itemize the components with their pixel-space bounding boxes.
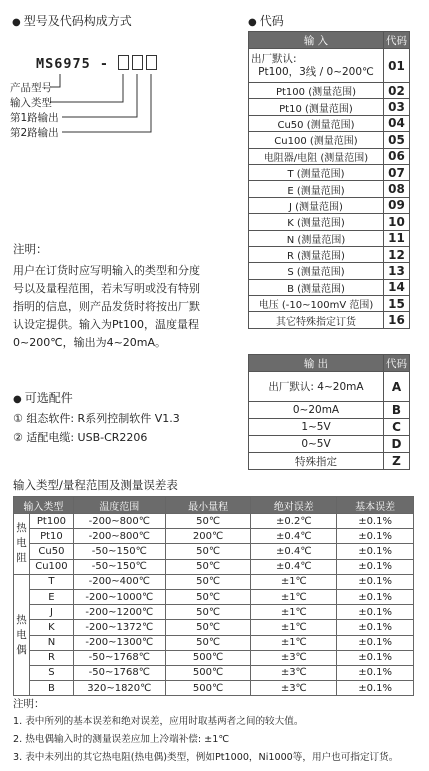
input-code-value: 03 xyxy=(384,99,410,115)
range-abs-error: ±3℃ xyxy=(251,665,337,680)
note-line: 认设定提供。输入为Pt100，温度量程 xyxy=(13,318,199,331)
range-type: Pt10 xyxy=(29,529,73,544)
accessories-title: ● 可选配件 xyxy=(13,391,73,405)
model-code-diagram xyxy=(10,52,210,144)
input-code-row xyxy=(249,246,410,262)
input-default-line2: Pt100，3线 / 0~200℃ xyxy=(258,65,374,78)
range-group-char: 电 xyxy=(16,628,27,641)
range-min-span: 50℃ xyxy=(165,605,251,620)
range-min-span: 50℃ xyxy=(165,589,251,604)
range-type: T xyxy=(29,574,73,589)
range-group-label xyxy=(14,574,30,696)
range-abs-error: ±0.4℃ xyxy=(251,544,337,559)
input-default-cell xyxy=(249,49,384,83)
output-code-row xyxy=(249,453,410,470)
range-basic-error: ±0.1% xyxy=(337,681,414,696)
input-code-row xyxy=(249,296,410,312)
range-table-row xyxy=(14,681,414,696)
output-code-label: 1~5V xyxy=(249,419,384,436)
input-code-row xyxy=(249,230,410,246)
range-abs-error: ±0.4℃ xyxy=(251,529,337,544)
note-line: 号以及量程范围，若未写明或没有特别 xyxy=(13,282,200,295)
range-min-span: 50℃ xyxy=(165,574,251,589)
range-basic-error: ±0.1% xyxy=(337,529,414,544)
range-header-min: 最小量程 xyxy=(165,497,251,514)
input-code-label: Pt10 (测量范围) xyxy=(249,99,384,115)
range-abs-error: ±1℃ xyxy=(251,574,337,589)
range-header-range: 温度范围 xyxy=(73,497,165,514)
range-temp: 320~1820℃ xyxy=(73,681,165,696)
accessory-software: ① 组态软件: R系列控制软件 V1.3 xyxy=(13,412,180,425)
range-group-char: 偶 xyxy=(16,643,27,656)
input-code-value: 06 xyxy=(384,148,410,164)
range-type: Pt100 xyxy=(29,514,73,529)
bullet-icon: ● xyxy=(13,394,22,405)
output-code-row xyxy=(249,436,410,453)
model-code-prefix: MS6975 - xyxy=(36,56,110,72)
model-section-title: ● 型号及代码构成方式 xyxy=(12,14,132,28)
range-header-basic-error: 基本误差 xyxy=(337,497,414,514)
range-type: Cu100 xyxy=(29,559,73,574)
input-code-value: 02 xyxy=(384,83,410,99)
note-body xyxy=(13,262,233,352)
range-abs-error: ±1℃ xyxy=(251,605,337,620)
input-code-label: K (测量范围) xyxy=(249,214,384,230)
range-type: Cu50 xyxy=(29,544,73,559)
output-code-label: 特殊指定 xyxy=(249,453,384,470)
range-type: J xyxy=(29,605,73,620)
input-default-code: 01 xyxy=(384,49,410,83)
input-code-table xyxy=(248,31,410,329)
note-line: 用户在订货时应写明输入的类型和分度 xyxy=(13,264,200,277)
output-code-value: B xyxy=(384,402,410,419)
input-code-value: 11 xyxy=(384,230,410,246)
input-code-value: 07 xyxy=(384,164,410,180)
range-temp: -200~800℃ xyxy=(73,529,165,544)
range-table-row xyxy=(14,514,414,529)
range-table-row xyxy=(14,529,414,544)
range-type: S xyxy=(29,665,73,680)
bullet-icon: ● xyxy=(248,17,257,28)
model-label-product: 产品型号 xyxy=(10,82,52,94)
range-basic-error: ±0.1% xyxy=(337,589,414,604)
bullet-icon: ● xyxy=(12,17,21,28)
range-temp: -50~150℃ xyxy=(73,559,165,574)
range-basic-error: ±0.1% xyxy=(337,650,414,665)
input-code-value: 10 xyxy=(384,214,410,230)
input-code-label: Cu50 (测量范围) xyxy=(249,115,384,131)
input-code-row xyxy=(249,197,410,213)
input-code-label: B (测量范围) xyxy=(249,279,384,295)
input-code-label: 电压 (-10~100mV 范围) xyxy=(249,296,384,312)
output-code-label: 0~20mA xyxy=(249,402,384,419)
input-code-row xyxy=(249,164,410,180)
footnote-line: 2. 热电偶输入时的测量误差应加上冷端补偿: ±1℃ xyxy=(13,734,230,745)
range-min-span: 200℃ xyxy=(165,529,251,544)
range-header-type: 输入类型 xyxy=(14,497,74,514)
footnote-line: 3. 表中未列出的其它热电阻(热电偶)类型，例如Pt1000，Ni1000等，用户也可指定订货。 xyxy=(13,752,399,763)
range-table-row xyxy=(14,620,414,635)
range-basic-error: ±0.1% xyxy=(337,544,414,559)
accessory-cable: ② 适配电缆: USB-CR2206 xyxy=(13,431,148,444)
range-basic-error: ±0.1% xyxy=(337,514,414,529)
range-temp: -50~1768℃ xyxy=(73,665,165,680)
range-temp: -200~1372℃ xyxy=(73,620,165,635)
input-code-row xyxy=(249,263,410,279)
range-header-abs-error: 绝对误差 xyxy=(251,497,337,514)
input-code-row xyxy=(249,148,410,164)
range-basic-error: ±0.1% xyxy=(337,635,414,650)
range-table-row xyxy=(14,665,414,680)
range-abs-error: ±0.2℃ xyxy=(251,514,337,529)
range-table-row xyxy=(14,544,414,559)
input-code-label: N (测量范围) xyxy=(249,230,384,246)
range-group-char: 阻 xyxy=(16,552,27,565)
range-table-row xyxy=(14,650,414,665)
input-code-row xyxy=(249,214,410,230)
range-abs-error: ±1℃ xyxy=(251,589,337,604)
range-abs-error: ±1℃ xyxy=(251,620,337,635)
range-abs-error: ±3℃ xyxy=(251,681,337,696)
range-basic-error: ±0.1% xyxy=(337,620,414,635)
input-code-label: T (测量范围) xyxy=(249,164,384,180)
range-group-label xyxy=(14,514,30,575)
model-label-output1: 第1路输出 xyxy=(10,112,59,124)
input-code-row xyxy=(249,115,410,131)
range-table-body xyxy=(14,514,414,696)
range-temp: -200~1200℃ xyxy=(73,605,165,620)
note-line: 指明的信息，则产品发货时将按出厂默 xyxy=(13,300,200,313)
input-header: 输 入 xyxy=(249,32,384,49)
input-code-value: 04 xyxy=(384,115,410,131)
model-label-output2: 第2路输出 xyxy=(10,127,59,139)
input-code-label: S (测量范围) xyxy=(249,263,384,279)
range-table-row xyxy=(14,589,414,604)
range-type: R xyxy=(29,650,73,665)
range-group-char: 电 xyxy=(16,537,27,550)
range-table-row xyxy=(14,635,414,650)
input-code-row xyxy=(249,181,410,197)
output-code-table xyxy=(248,354,410,470)
range-type: K xyxy=(29,620,73,635)
range-basic-error: ±0.1% xyxy=(337,559,414,574)
range-temp: -200~1000℃ xyxy=(73,589,165,604)
input-code-label: R (测量范围) xyxy=(249,246,384,262)
range-basic-error: ±0.1% xyxy=(337,574,414,589)
range-table-row xyxy=(14,559,414,574)
range-basic-error: ±0.1% xyxy=(337,665,414,680)
input-default-line1: 出厂默认: xyxy=(251,52,297,65)
range-table xyxy=(13,496,414,696)
note-title: 注明： xyxy=(13,242,48,256)
range-abs-error: ±3℃ xyxy=(251,650,337,665)
range-group-char: 热 xyxy=(16,522,27,535)
input-code-value: 08 xyxy=(384,181,410,197)
range-temp: -50~1768℃ xyxy=(73,650,165,665)
range-abs-error: ±0.4℃ xyxy=(251,559,337,574)
range-temp: -200~400℃ xyxy=(73,574,165,589)
input-code-value: 09 xyxy=(384,197,410,213)
input-code-value: 16 xyxy=(384,312,410,328)
input-code-row xyxy=(249,132,410,148)
range-min-span: 50℃ xyxy=(165,620,251,635)
input-code-row xyxy=(249,99,410,115)
range-temp: -50~150℃ xyxy=(73,544,165,559)
output-code-value: Z xyxy=(384,453,410,470)
model-label-input: 输入类型 xyxy=(10,97,52,109)
output-code-rows xyxy=(249,402,410,470)
output-code-value: D xyxy=(384,436,410,453)
range-min-span: 50℃ xyxy=(165,514,251,529)
range-min-span: 50℃ xyxy=(165,544,251,559)
range-min-span: 500℃ xyxy=(165,665,251,680)
input-code-label: J (测量范围) xyxy=(249,197,384,213)
input-code-value: 14 xyxy=(384,279,410,295)
footnote-title: 注明： xyxy=(13,698,45,710)
range-table-row xyxy=(14,574,414,589)
input-code-value: 13 xyxy=(384,263,410,279)
input-code-value: 05 xyxy=(384,132,410,148)
output-code-label: 0~5V xyxy=(249,436,384,453)
input-code-label: E (测量范围) xyxy=(249,181,384,197)
output-code-value: C xyxy=(384,419,410,436)
output-default-label: 出厂默认: 4~20mA xyxy=(249,372,384,402)
input-code-label: Cu100 (测量范围) xyxy=(249,132,384,148)
input-code-label: 其它特殊指定订货 xyxy=(249,312,384,328)
range-table-title: 输入类型/量程范围及测量误差表 xyxy=(13,478,178,492)
input-code-rows xyxy=(249,83,410,329)
input-code-row xyxy=(249,279,410,295)
input-code-value: 12 xyxy=(384,246,410,262)
range-temp: -200~1300℃ xyxy=(73,635,165,650)
output-default-code: A xyxy=(384,372,410,402)
input-code-label: 电阻器/电阻 (测量范围) xyxy=(249,148,384,164)
range-group-char: 热 xyxy=(16,613,27,626)
input-code-value: 15 xyxy=(384,296,410,312)
range-min-span: 50℃ xyxy=(165,635,251,650)
output-code-row xyxy=(249,402,410,419)
range-temp: -200~800℃ xyxy=(73,514,165,529)
range-table-row xyxy=(14,605,414,620)
range-abs-error: ±1℃ xyxy=(251,635,337,650)
range-min-span: 50℃ xyxy=(165,559,251,574)
output-code-row xyxy=(249,419,410,436)
range-basic-error: ±0.1% xyxy=(337,605,414,620)
range-type: N xyxy=(29,635,73,650)
input-code-row xyxy=(249,312,410,328)
range-type: E xyxy=(29,589,73,604)
note-line: 0~200℃，输出为4~20mA。 xyxy=(13,336,167,349)
range-type: B xyxy=(29,681,73,696)
input-code-label: Pt100 (测量范围) xyxy=(249,83,384,99)
output-code-header: 代码 xyxy=(384,355,410,372)
input-code-row xyxy=(249,83,410,99)
code-header: 代码 xyxy=(384,32,410,49)
range-min-span: 500℃ xyxy=(165,681,251,696)
footnote-line: 1. 表中所列的基本误差和绝对误差，应用时取基两者之间的较大值。 xyxy=(13,716,304,727)
code-section-title: ● 代码 xyxy=(248,14,284,28)
range-min-span: 500℃ xyxy=(165,650,251,665)
output-header: 输 出 xyxy=(249,355,384,372)
